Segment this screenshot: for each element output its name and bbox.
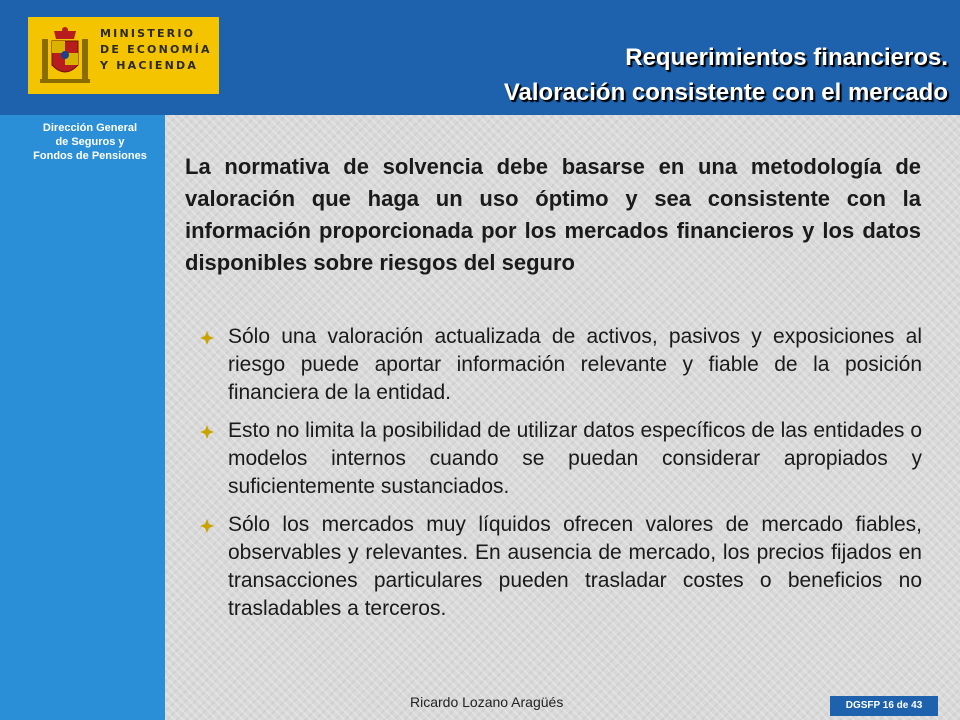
coat-of-arms-icon (38, 25, 92, 87)
diamond-bullet-icon (200, 331, 214, 345)
slide-title-line: Requerimientos financieros. (625, 44, 948, 71)
ministry-line: DE ECONOMÍA (100, 43, 212, 56)
bullet-text: Sólo una valoración actualizada de activos, pasivos y exposiciones al riesgo puede aportar información relevante y fiable de la posición financiera de la entidad. (228, 325, 922, 404)
sidebar-panel (0, 115, 165, 720)
bullet-text: Esto no limita la posibilidad de utilizar datos específicos de las entidades o modelos internos cuando se puedan considerar apropiados y suficientemente sustanciados. (228, 419, 922, 498)
slide-title (504, 40, 948, 110)
ministry-logo (28, 17, 219, 94)
diamond-bullet-icon (200, 519, 214, 533)
department-line: de Seguros y (55, 136, 125, 148)
department-line: Dirección General (42, 122, 138, 134)
department-line: Fondos de Pensiones (33, 150, 147, 162)
ministry-name (100, 26, 212, 74)
bullet-list (200, 323, 922, 633)
ministry-line: MINISTERIO (100, 27, 196, 40)
author-name: Ricardo Lozano Aragüés (410, 694, 564, 710)
slide-title-line: Valoración consistente con el mercado (503, 79, 948, 106)
bullet-item (200, 511, 922, 623)
bullet-item (200, 323, 922, 407)
intro-paragraph: La normativa de solvencia debe basarse en una metodología de valoración que haga un uso óptimo y sea consistente con la información proporcionada por los mercados financieros y los datos disponibles sobre riesgos del seguro (185, 154, 921, 275)
bullet-text: Sólo los mercados muy líquidos ofrecen valores de mercado fiables, observables y relevantes. En ausencia de mercado, los precios fijados en transacciones particulares pueden trasladar costes o beneficios no trasladables a terceros. (228, 513, 922, 620)
department-name (0, 121, 180, 163)
ministry-line: Y HACIENDA (100, 59, 199, 72)
diamond-bullet-icon (200, 425, 214, 439)
page-number: DGSFP 16 de 43 (830, 696, 938, 716)
bullet-item (200, 417, 922, 501)
